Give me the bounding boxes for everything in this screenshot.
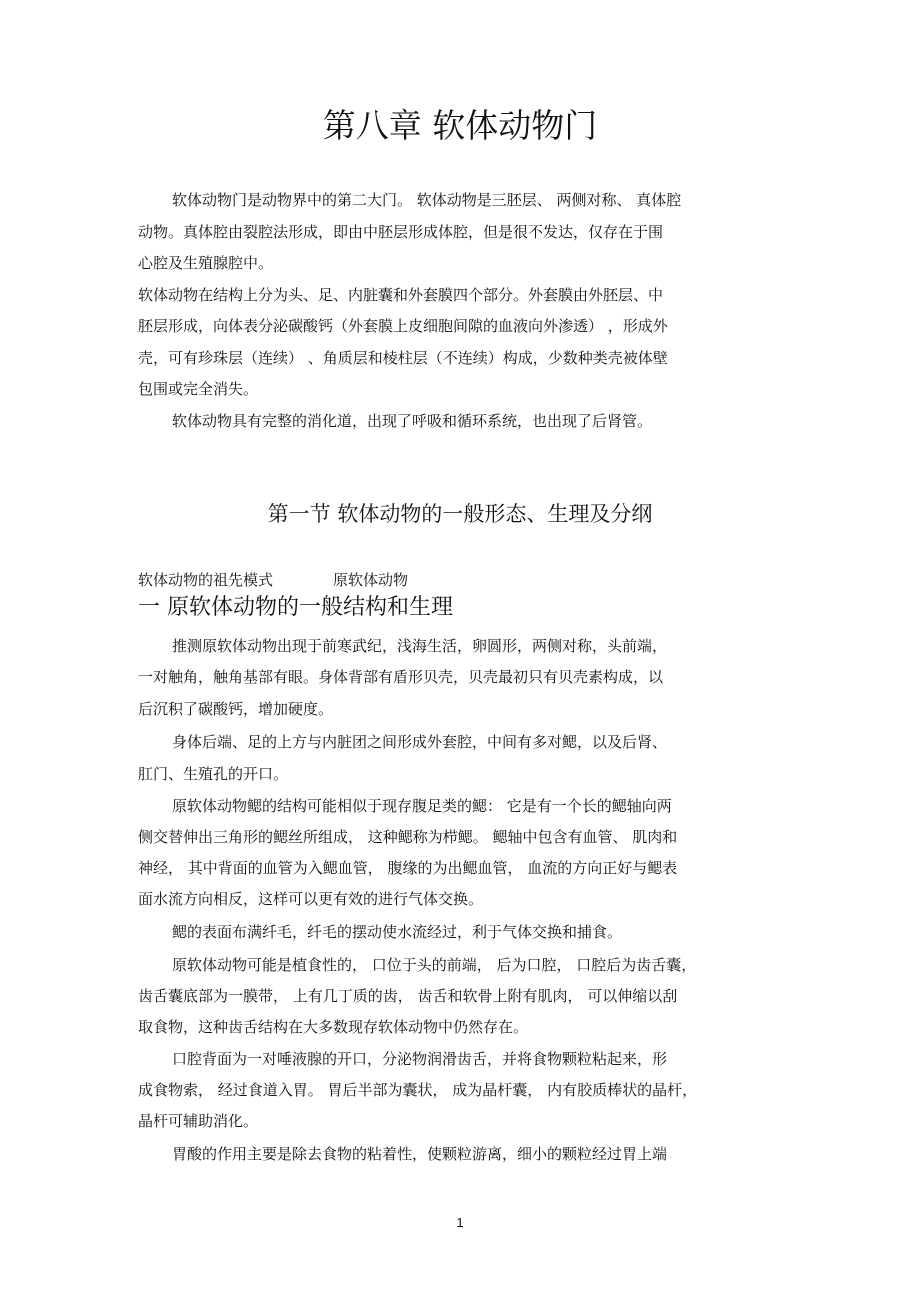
intro-line: 软体动物具有完整的消化道，出现了呼吸和循环系统，也出现了后肾管。	[172, 412, 653, 430]
intro-line: 胚层形成，向体表分泌碳酸钙（外套膜上皮细胞间隙的血液向外渗透） ，形成外	[138, 317, 668, 335]
body-line: 取食物，这种齿舌结构在大多数现存软体动物中仍然存在。	[138, 1018, 529, 1036]
intro-line: 心腔及生殖腺腔中。	[138, 254, 274, 272]
body-line: 原软体动物鳃的结构可能相似于现存腹足类的鳃： 它是有一个长的鳃轴向两	[172, 797, 672, 815]
intro-line: 软体动物在结构上分为头、足、内脏囊和外套膜四个部分。外套膜由外胚层、中	[138, 286, 664, 304]
chapter-title: 第八章 软体动物门	[322, 106, 598, 145]
ancestor-label: 软体动物的祖先模式	[138, 571, 274, 589]
body-line: 齿舌囊底部为一膜带， 上有几丁质的齿， 齿舌和软骨上附有肌肉， 可以伸缩以刮	[138, 987, 678, 1005]
body-line: 原软体动物可能是植食性的， 口位于头的前端， 后为口腔， 口腔后为齿舌囊，	[172, 956, 697, 974]
body-line: 面水流方向相反，这样可以更有效的进行气体交换。	[138, 890, 484, 908]
body-line: 身体后端、足的上方与内脏团之间形成外套腔，中间有多对鳃，以及后肾、	[172, 733, 668, 751]
body-line: 神经， 其中背面的血管为入鳃血管， 腹缘的为出鳃血管， 血流的方向正好与鳃表	[138, 859, 678, 877]
intro-line: 软体动物门是动物界中的第二大门。 软体动物是三胚层、 两侧对称、 真体腔	[172, 191, 682, 209]
body-line: 鳃的表面布满纤毛，纤毛的摆动使水流经过，利于气体交换和捕食。	[172, 923, 623, 941]
body-line: 胃酸的作用主要是除去食物的粘着性，使颗粒游离，细小的颗粒经过胃上端	[172, 1145, 668, 1163]
body-line: 侧交替伸出三角形的鳃丝所组成， 这种鳃称为栉鳃。 鳃轴中包含有血管、 肌肉和	[138, 828, 678, 846]
section-title: 第一节 软体动物的一般形态、生理及分纲	[267, 502, 653, 526]
body-line: 口腔背面为一对唾液腺的开口，分泌物润滑齿舌，并将食物颗粒粘起来，形	[172, 1050, 668, 1068]
body-line: 肛门、生殖孔的开口。	[138, 765, 289, 783]
intro-line: 壳，可有珍珠层（连续） 、角质层和棱柱层（不连续）构成，少数种类壳被体壁	[138, 349, 668, 367]
subheading: 一 原软体动物的一般结构和生理	[138, 595, 453, 620]
intro-line: 包围或完全消失。	[138, 380, 259, 398]
ancestor-value: 原软体动物	[333, 571, 409, 589]
body-line: 成食物索， 经过食道入胃。 胃后半部为囊状， 成为晶杆囊， 内有胶质棒状的晶杆，	[138, 1081, 698, 1099]
page-number: 1	[456, 1215, 464, 1230]
ancestor-line	[138, 570, 408, 590]
body-line: 后沉积了碳酸钙，增加硬度。	[138, 700, 334, 718]
body-line: 晶杆可辅助消化。	[138, 1112, 259, 1130]
body-line: 一对触角，触角基部有眼。身体背部有盾形贝壳，贝壳最初只有贝壳素构成，以	[138, 668, 664, 686]
intro-line: 动物。真体腔由裂腔法形成，即由中胚层形成体腔，但是很不发达，仅存在于围	[138, 223, 664, 241]
body-line: 推测原软体动物出现于前寒武纪，浅海生活，卵圆形，两侧对称，头前端，	[172, 637, 668, 655]
